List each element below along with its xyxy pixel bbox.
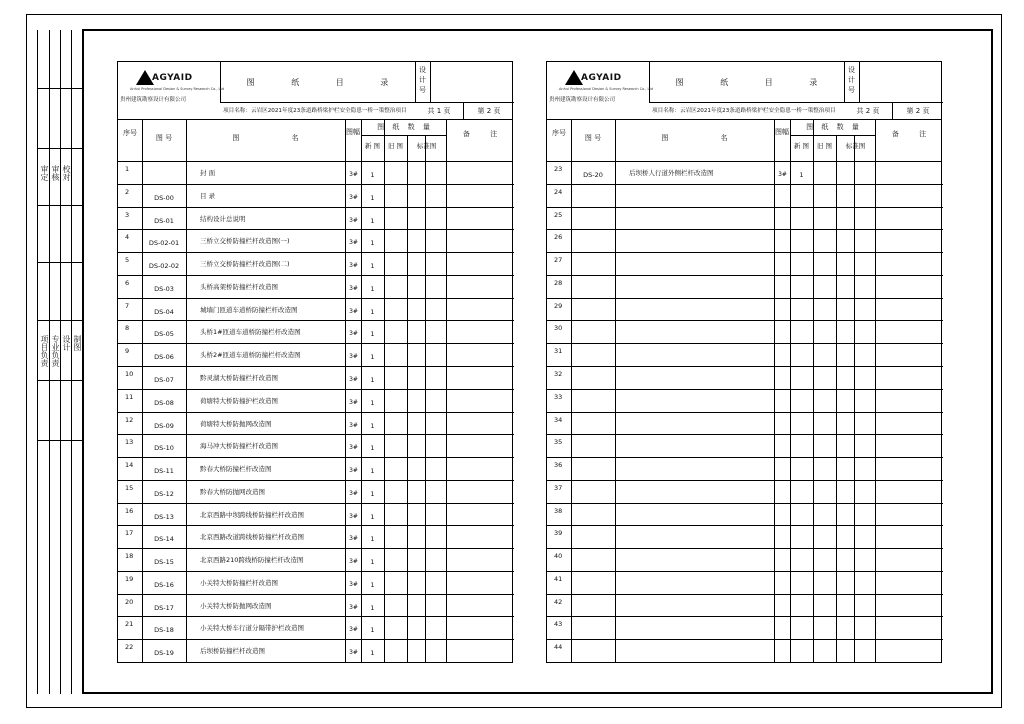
table-row [547,389,943,412]
table-row [118,320,514,343]
company-name: 贵州建筑勘察设计有限公司 [549,97,616,103]
row-drawing-name: 城墙门匝道车道桥防撞栏杆改造图 [200,305,298,314]
row-drawing-no: DS-17 [154,603,174,612]
row-size: 3# [349,535,358,543]
row-seq: 22 [125,643,134,652]
row-seq: 37 [554,483,563,492]
row-qty: 1 [370,649,375,658]
sheet-title-box [649,62,845,102]
col-remark-header: 备 注 [891,130,927,138]
row-seq: 16 [125,506,134,515]
page-current: 第 2 页 [477,107,501,115]
row-drawing-no: DS-14 [154,535,174,544]
row-qty: 1 [370,262,375,271]
row-size: 3# [349,512,358,520]
row-qty: 1 [370,216,375,225]
row-seq: 5 [125,256,130,265]
row-drawing-name: 目 录 [200,191,216,200]
table-row [547,594,943,617]
row-seq: 15 [125,483,134,492]
sheet-header [118,62,512,120]
row-drawing-no: DS-00 [154,193,174,202]
row-qty: 1 [370,375,375,384]
row-drawing-name: 荷塘特大桥防抛网改造图 [200,419,272,428]
row-seq: 28 [554,278,563,287]
company-logo-box [547,62,654,103]
row-size: 3# [349,626,358,634]
design-no-char: 设 [419,66,426,74]
row-size: 3# [349,307,358,315]
col-size-header: 图幅 [346,128,360,136]
company-logo-box [118,62,225,103]
table-row [547,298,943,321]
table-row [118,571,514,594]
column-divider [875,119,876,161]
table-row [547,229,943,252]
row-drawing-name: 头桥1#匝道车道桥防撞栏杆改造图 [200,328,301,337]
sidebar-top-label: 审定 [40,165,49,181]
row-qty: 1 [370,421,375,430]
col-remark-header: 备 注 [462,130,498,138]
sheet-header [547,62,941,120]
row-seq: 3 [125,210,130,219]
col-seq-header: 序号 [552,129,566,137]
company-tagline: Anhui Professional Desian & Survey Research Co., Ltd [559,87,654,91]
qty-subheader-divider [790,135,875,136]
table-row [547,252,943,275]
row-size: 3# [349,649,358,657]
row-size: 3# [349,171,358,178]
table-row [547,207,943,230]
row-seq: 35 [554,438,563,447]
row-drawing-no: DS-19 [154,649,174,658]
row-seq: 20 [125,597,134,606]
table-row [118,548,514,571]
company-tagline: Anhui Professional Desian & Survey Research Co., Ltd [130,87,225,91]
row-qty: 1 [799,171,804,179]
sidebar-bottom-label: 设计 [62,335,71,351]
col-drawing-no-header: 图 号 [155,134,173,142]
row-drawing-name: 荷塘特大桥防撞护栏改造图 [200,396,278,405]
row-drawing-no: DS-09 [154,421,174,430]
row-seq: 11 [125,392,134,401]
row-size: 3# [778,171,787,178]
table-row [547,457,943,480]
row-drawing-name: 黔春大桥防抛网改造图 [200,487,265,496]
row-seq: 18 [125,552,134,561]
table-row [547,548,943,571]
sheet-title-box [220,62,416,102]
row-seq: 19 [125,574,134,583]
table-row [118,503,514,526]
row-seq: 13 [125,438,134,447]
table-row [547,184,943,207]
sidebar-bottom-label: 项目负责 [40,335,49,367]
row-seq: 6 [125,278,130,287]
row-seq: 14 [125,461,134,470]
design-no-label [844,62,860,102]
row-drawing-name: 封 面 [200,169,216,177]
table-row [118,184,514,207]
drawing-index-sheet-1 [117,61,513,663]
row-seq: 24 [554,187,563,196]
row-qty: 1 [370,580,375,589]
table-row [547,503,943,526]
row-qty: 1 [370,535,375,544]
row-seq: 12 [125,415,134,424]
row-drawing-no: DS-07 [154,375,174,384]
row-seq: 9 [125,347,130,356]
row-qty: 1 [370,353,375,362]
row-seq: 23 [554,165,563,173]
table-row [118,207,514,230]
table-row [118,229,514,252]
row-size: 3# [349,489,358,497]
row-drawing-name: 三桥立交桥防撞栏杆改造图(一) [200,237,290,246]
row-seq: 29 [554,301,563,310]
row-qty: 1 [370,512,375,521]
row-size: 3# [349,375,358,383]
design-no-label [415,62,431,102]
row-size: 3# [349,262,358,270]
col-qty-group-header: 图 纸 数 量 [806,123,859,131]
column-header-row [118,119,512,162]
row-seq: 40 [554,552,563,561]
row-seq: 8 [125,324,130,333]
table-row [118,412,514,435]
row-drawing-no: DS-06 [154,353,174,362]
row-drawing-no: DS-13 [154,512,174,521]
row-qty: 1 [370,307,375,316]
project-name: 项目名称：云岩区2021年度23条道路桥梁护栏安全隐患一桥一策整治项目 [220,102,415,119]
sidebar-bottom-label: 制图 [73,335,82,351]
row-seq: 39 [554,529,563,538]
row-drawing-name: 北京西路210跨线桥防撞栏杆改造图 [200,556,304,565]
row-drawing-name: 头桥2#匝道车道桥防撞栏杆改造图 [200,351,301,360]
row-drawing-no: DS-16 [154,580,174,589]
row-qty: 1 [370,489,375,498]
row-seq: 41 [554,574,563,583]
row-size: 3# [349,216,358,224]
row-seq: 25 [554,210,563,219]
row-seq: 33 [554,392,563,401]
row-seq: 26 [554,233,563,242]
row-seq: 32 [554,369,563,378]
design-no-char: 设 [848,66,855,74]
row-size: 3# [349,284,358,292]
row-qty: 1 [370,330,375,339]
row-seq: 4 [125,233,130,242]
col-qty-new-header: 新 图 [364,142,381,150]
table-row [118,457,514,480]
row-drawing-no: DS-02-01 [148,239,180,248]
row-seq: 36 [554,461,563,470]
row-drawing-no: DS-20 [583,171,603,179]
row-seq: 2 [125,187,130,196]
row-seq: 42 [554,597,563,606]
row-size: 3# [349,603,358,611]
company-logo-text: AGYAID [581,73,622,83]
row-drawing-no: DS-04 [154,307,174,316]
sheet-title: 图 纸 目 录 [675,78,818,87]
page-info [844,102,943,119]
table-row [118,252,514,275]
row-drawing-no: DS-01 [154,216,174,225]
col-size-header: 图幅 [775,128,789,136]
design-no-char: 号 [848,86,855,94]
row-size: 3# [349,398,358,406]
row-seq: 1 [125,165,130,173]
row-drawing-no: DS-11 [154,467,174,476]
row-seq: 38 [554,506,563,515]
project-name: 项目名称：云岩区2021年度23条道路桥梁护栏安全隐患一桥一策整治项目 [649,102,844,119]
table-row [118,594,514,617]
col-drawing-name-header: 图 名 [232,134,299,142]
col-seq-header: 序号 [123,129,137,137]
page-total: 共 1 页 [415,103,464,119]
row-seq: 30 [554,324,563,333]
table-row [547,480,943,503]
table-row [118,525,514,548]
table-row [547,525,943,548]
table-row [118,343,514,366]
row-size: 3# [349,193,358,201]
table-row [547,320,943,343]
row-seq: 17 [125,529,134,538]
sidebar-top-label: 审核 [51,165,60,181]
table-row [118,480,514,503]
table-row [118,161,514,184]
table-row [547,366,943,389]
row-seq: 27 [554,256,563,265]
design-no-char: 号 [419,86,426,94]
row-size: 3# [349,558,358,566]
table-row [547,616,943,639]
row-drawing-name: 头桥高架桥防撞栏杆改造图 [200,282,278,291]
row-size: 3# [349,580,358,588]
table-row [547,275,943,298]
row-qty: 1 [370,171,375,179]
table-row [547,571,943,594]
row-qty: 1 [370,444,375,453]
table-row [118,616,514,639]
row-seq: 21 [125,620,134,629]
table-row [118,298,514,321]
table-row [118,366,514,389]
sidebar-top-label: 校对 [62,165,71,181]
row-drawing-name: 小关特大桥车行道分隔带护栏改造图 [200,624,304,633]
row-drawing-name: 后坝桥防撞栏杆改造图 [200,647,265,656]
row-drawing-name: 后坝桥人行道外侧栏杆改造图 [629,169,714,177]
row-qty: 1 [370,398,375,407]
row-drawing-name: 结构设计总说明 [200,214,246,223]
row-drawing-name: 北京西路中坝跨线桥防撞栏杆改造图 [200,510,304,519]
page-info [415,102,514,119]
col-qty-old-header: 旧 图 [816,142,833,150]
row-seq: 7 [125,301,130,310]
row-drawing-no: DS-08 [154,398,174,407]
page-total: 共 2 页 [844,103,893,119]
row-qty: 1 [370,603,375,612]
row-size: 3# [349,467,358,475]
row-seq: 43 [554,620,563,629]
row-qty: 1 [370,193,375,202]
row-size: 3# [349,421,358,429]
qty-subheader-divider [361,135,446,136]
table-row [547,639,943,662]
table-row [547,412,943,435]
row-size: 3# [349,330,358,338]
design-no-char: 计 [848,76,855,84]
row-drawing-no: DS-18 [154,626,174,635]
table-row [118,434,514,457]
row-drawing-no: DS-05 [154,330,174,339]
table-row [547,161,943,184]
row-drawing-name: 北京西路改道跨线桥防撞栏杆改造图 [200,533,304,542]
drawing-index-sheet-2 [546,61,942,663]
row-drawing-name: 小关特大桥防撞栏杆改造图 [200,578,278,587]
row-qty: 1 [370,239,375,248]
col-qty-std-header: 标准图 [416,142,437,150]
row-size: 3# [349,444,358,452]
row-drawing-no: DS-15 [154,558,174,567]
table-row [118,275,514,298]
column-divider [446,119,447,161]
table-row [547,343,943,366]
col-qty-group-header: 图 纸 数 量 [377,123,430,131]
row-seq: 10 [125,369,134,378]
col-qty-new-header: 新 图 [793,142,810,150]
row-seq: 31 [554,347,563,356]
sidebar-bottom-label: 专业负责 [51,335,60,367]
company-name: 贵州建筑勘察设计有限公司 [120,97,187,103]
row-size: 3# [349,239,358,247]
row-drawing-no: DS-10 [154,444,174,453]
col-drawing-name-header: 图 名 [661,134,728,142]
row-drawing-name: 黔春大桥防撞栏杆改造图 [200,465,272,474]
row-seq: 34 [554,415,563,424]
row-qty: 1 [370,467,375,476]
col-qty-std-header: 标准图 [845,142,866,150]
design-no-char: 计 [419,76,426,84]
row-size: 3# [349,353,358,361]
col-qty-old-header: 旧 图 [387,142,404,150]
company-logo-text: AGYAID [152,73,193,83]
table-row [118,639,514,662]
page-current: 第 2 页 [906,107,930,115]
table-row [118,389,514,412]
row-seq: 44 [554,643,563,652]
row-drawing-no: DS-12 [154,489,174,498]
row-qty: 1 [370,284,375,293]
row-qty: 1 [370,626,375,635]
row-drawing-no: DS-03 [154,284,174,293]
col-drawing-no-header: 图 号 [584,134,602,142]
row-qty: 1 [370,558,375,567]
column-header-row [547,119,941,162]
row-drawing-no: DS-02-02 [148,262,180,271]
table-row [547,434,943,457]
row-drawing-name: 黔灵湖大桥防撞栏杆改造图 [200,373,278,382]
row-drawing-name: 小关特大桥防抛网改造图 [200,601,272,610]
row-drawing-name: 三桥立交桥防撞栏杆改造图(二) [200,260,290,269]
signature-sidebar [37,30,83,694]
sheet-title: 图 纸 目 录 [246,78,389,87]
row-drawing-name: 海马冲大桥防撞栏杆改造图 [200,442,278,451]
